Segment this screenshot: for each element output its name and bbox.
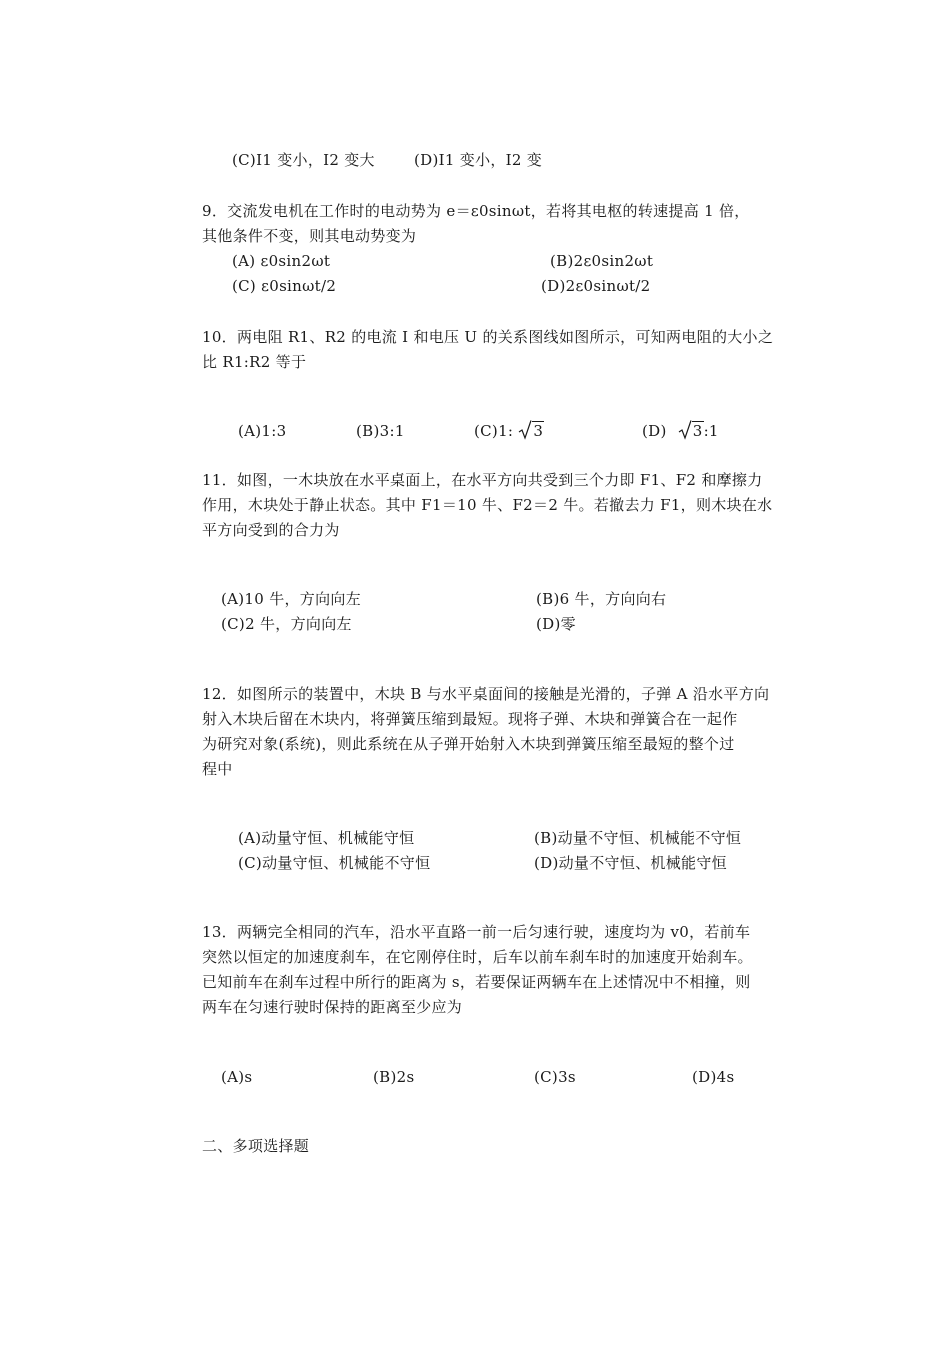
q9-option-d: (D)2ε0sinωt/2 bbox=[541, 277, 651, 295]
q10-stem-line-1: 10．两电阻 R1、R2 的电流 I 和电压 U 的关系图线如图所示，可知两电阻的大小之 bbox=[202, 328, 774, 346]
q11-option-b: (B)6 牛，方向向右 bbox=[536, 590, 667, 608]
q8-option-c: (C)I1 变小，I2 变大 bbox=[232, 151, 375, 169]
q13-stem-line-4: 两车在匀速行驶时保持的距离至少应为 bbox=[202, 998, 463, 1016]
q12-option-c: (C)动量守恒、机械能不守恒 bbox=[238, 854, 431, 872]
q10-option-c-radicand: 3 bbox=[533, 422, 544, 440]
q13-option-a: (A)s bbox=[221, 1068, 253, 1086]
q10-option-d-suffix: :1 bbox=[703, 422, 719, 440]
q9-stem-line-2: 其他条件不变，则其电动势变为 bbox=[202, 227, 417, 245]
q12-stem-line-4: 程中 bbox=[202, 760, 233, 778]
q13-stem-line-2: 突然以恒定的加速度刹车，在它刚停住时，后车以前车刹车时的加速度开始刹车。 bbox=[202, 948, 753, 966]
q11-option-a: (A)10 牛，方向向左 bbox=[221, 590, 361, 608]
q12-stem-line-1: 12．如图所示的装置中，木块 B 与水平桌面间的接触是光滑的，子弹 A 沿水平方向 bbox=[202, 685, 770, 703]
q13-stem-line-1: 13．两辆完全相同的汽车，沿水平直路一前一后匀速行驶，速度均为 v0，若前车 bbox=[202, 923, 751, 941]
section-heading: 二、多项选择题 bbox=[202, 1137, 310, 1155]
q10-option-c-prefix: (C)1: bbox=[474, 422, 514, 440]
q13-stem-line-3: 已知前车在刹车过程中所行的距离为 s，若要保证两辆车在上述情况中不相撞，则 bbox=[202, 973, 751, 991]
q12-option-a: (A)动量守恒、机械能守恒 bbox=[238, 829, 415, 847]
q11-stem-line-3: 平方向受到的合力为 bbox=[202, 521, 340, 539]
q10-option-d bbox=[642, 421, 719, 441]
q10-option-b: (B)3:1 bbox=[356, 422, 405, 440]
q11-stem-line-1: 11．如图，一木块放在水平桌面上，在水平方向共受到三个力即 F1、F2 和摩擦力 bbox=[202, 471, 763, 489]
q12-stem-line-3: 为研究对象(系统)，则此系统在从子弹开始射入木块到弹簧压缩至最短的整个过 bbox=[202, 735, 735, 753]
q10-option-d-radicand: 3 bbox=[692, 422, 703, 440]
q13-option-b: (B)2s bbox=[373, 1068, 415, 1086]
radical-icon bbox=[678, 419, 692, 441]
q11-stem-line-2: 作用，木块处于静止状态。其中 F1＝10 牛、F2＝2 牛。若撤去力 F1，则木块在水 bbox=[202, 496, 773, 514]
q9-stem-line-1: 9．交流发电机在工作时的电动势为 e＝ε0sinωt，若将其电枢的转速提高 1 倍， bbox=[202, 202, 750, 220]
q13-option-c: (C)3s bbox=[534, 1068, 576, 1086]
q10-option-a: (A)1:3 bbox=[238, 422, 287, 440]
sqrt-symbol bbox=[678, 421, 704, 441]
q12-option-b: (B)动量不守恒、机械能不守恒 bbox=[534, 829, 742, 847]
q9-option-a: (A) ε0sin2ωt bbox=[232, 252, 331, 270]
sqrt-symbol bbox=[518, 421, 544, 441]
q10-stem-line-2: 比 R1:R2 等于 bbox=[202, 353, 307, 371]
q12-option-d: (D)动量不守恒、机械能守恒 bbox=[534, 854, 727, 872]
q12-stem-line-2: 射入木块后留在木块内，将弹簧压缩到最短。现将子弹、木块和弹簧合在一起作 bbox=[202, 710, 738, 728]
q11-option-c: (C)2 牛，方向向左 bbox=[221, 615, 352, 633]
q9-option-c: (C) ε0sinωt/2 bbox=[232, 277, 337, 295]
q13-option-d: (D)4s bbox=[692, 1068, 735, 1086]
q8-option-d: (D)I1 变小，I2 变 bbox=[414, 151, 543, 169]
radical-icon bbox=[518, 419, 532, 441]
q10-option-c bbox=[474, 421, 544, 441]
q9-option-b: (B)2ε0sin2ωt bbox=[550, 252, 654, 270]
q10-option-d-prefix: (D) bbox=[642, 422, 667, 440]
q11-option-d: (D)零 bbox=[536, 615, 576, 633]
